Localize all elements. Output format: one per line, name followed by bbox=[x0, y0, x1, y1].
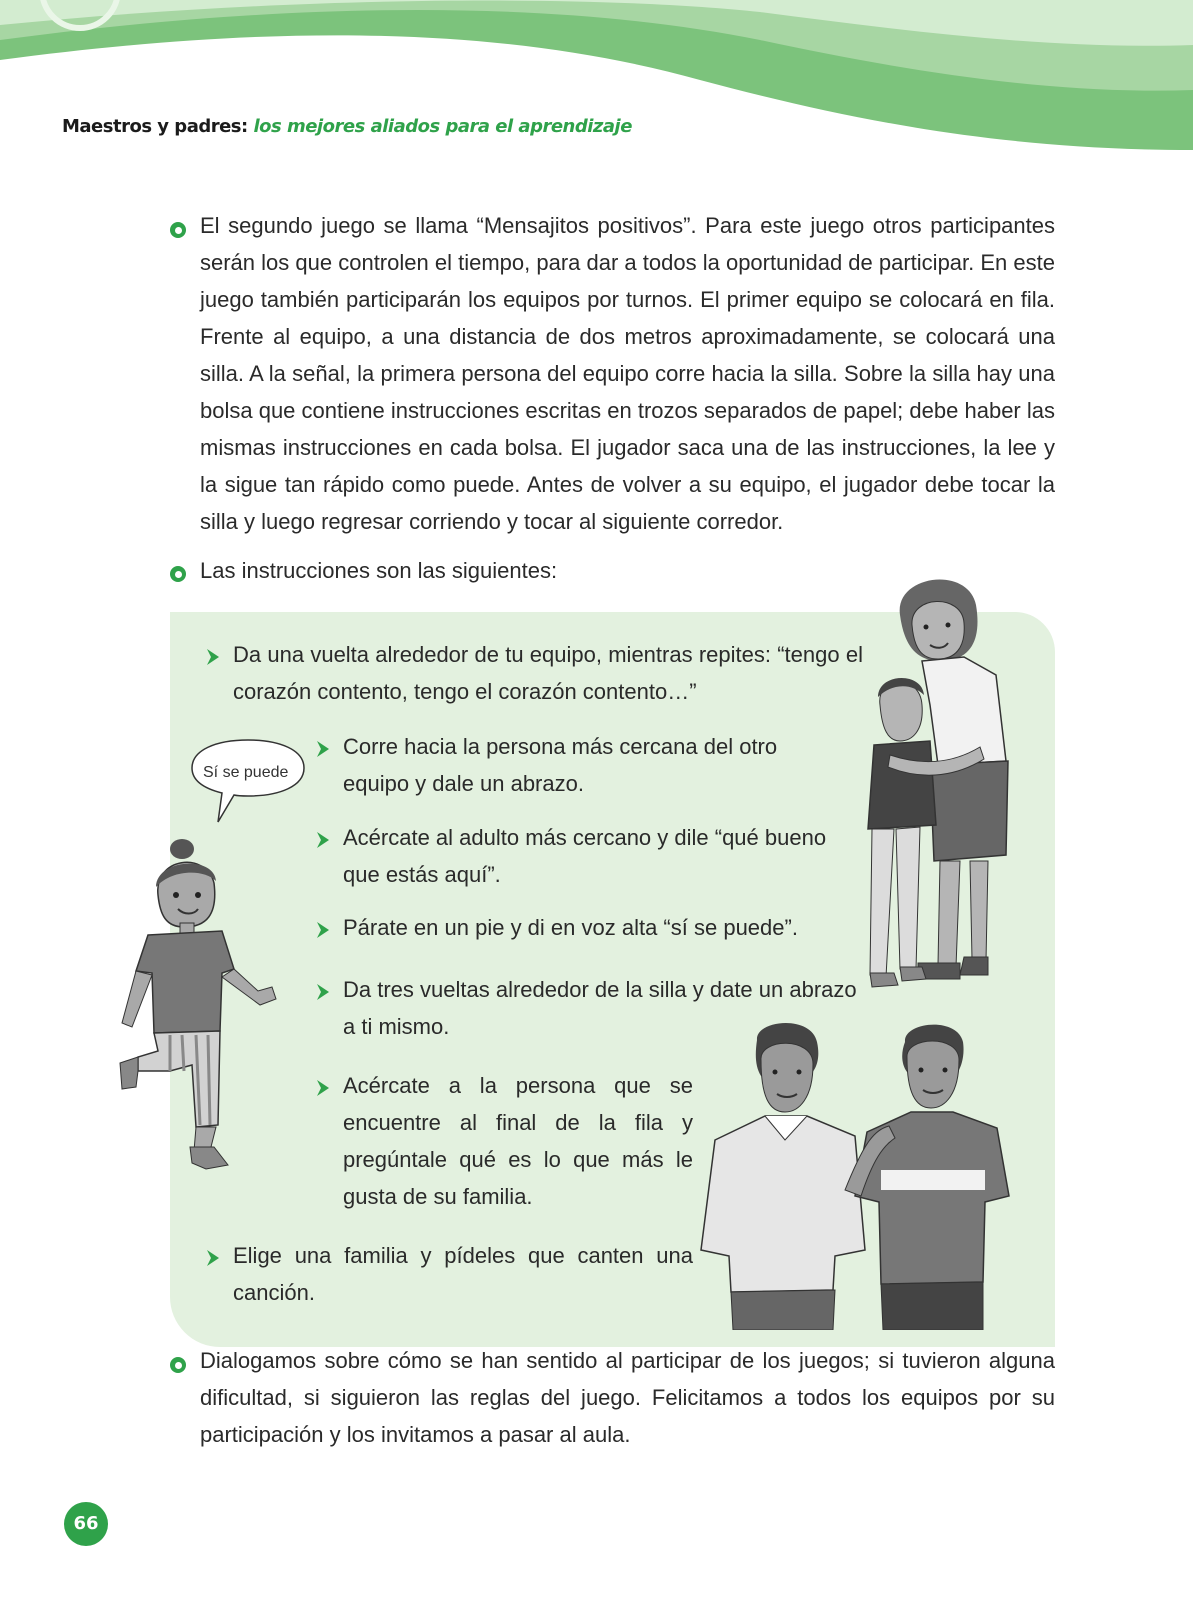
chevron-right-icon bbox=[315, 983, 331, 1001]
paragraph-instructions-intro: Las instrucciones son las siguientes: bbox=[200, 558, 558, 583]
page-number: 66 bbox=[64, 1502, 108, 1546]
instruction-item: Acércate al adulto más cercano y dile “qué bueno que estás aquí”. bbox=[343, 825, 827, 887]
chevron-right-icon bbox=[205, 1249, 221, 1267]
girl-running-illustration bbox=[110, 835, 290, 1190]
instruction-item: Párate en un pie y di en voz alta “sí se puede”. bbox=[343, 915, 798, 940]
paragraph-closing-dialogue: Dialogamos sobre cómo se han sentido al participar de los juegos; si tuvieron alguna dificultad, si siguieron las reglas del juego. Felicitamos a todos los equipos por su participación y los invitamos a pasar al aula. bbox=[200, 1348, 1055, 1447]
header-title-italic: los mejores aliados para el aprendizaje bbox=[253, 116, 632, 137]
two-men-illustration bbox=[695, 1020, 1025, 1330]
instruction-item: Da tres vueltas alrededor de la silla y date un abrazo a ti mismo. bbox=[343, 977, 857, 1039]
bullet-icon bbox=[170, 566, 186, 582]
mother-hugging-child-illustration bbox=[860, 565, 1020, 995]
speech-bubble bbox=[188, 738, 308, 828]
instruction-item: Corre hacia la persona más cercana del otro equipo y dale un abrazo. bbox=[343, 734, 778, 796]
instruction-item: Acércate a la persona que se encuentre al final de la fila y pregúntale qué es lo que más le gusta de su familia. bbox=[343, 1073, 693, 1209]
bullet-icon bbox=[170, 222, 186, 238]
bullet-icon bbox=[170, 1357, 186, 1373]
running-header bbox=[62, 116, 632, 137]
chevron-right-icon bbox=[315, 921, 331, 939]
chevron-right-icon bbox=[315, 740, 331, 758]
chevron-right-icon bbox=[315, 831, 331, 849]
instruction-item: Elige una familia y pídeles que canten una canción. bbox=[233, 1243, 693, 1305]
paragraph-game-description: El segundo juego se llama “Mensajitos positivos”. Para este juego otros participantes serán los que controlen el tiempo, para dar a todos la oportunidad de participar. En este juego también participarán los equipos por turnos. El primer equipo se colocará en fila. Frente al equipo, a una distancia de dos metros aproximadamente, se colocará una silla. A la señal, la primera persona del equipo corre hacia la silla. Sobre la silla hay una bolsa que contiene instrucciones escritas en trozos separados de papel; debe haber las mismas instrucciones en cada bolsa. El jugador saca una de las instrucciones, la lee y la sigue tan rápido como puede. Antes de volver a su equipo, el jugador debe tocar la silla y luego regresar corriendo y tocar al siguiente corredor. bbox=[200, 213, 1055, 534]
speech-bubble-text: Sí se puede bbox=[203, 764, 289, 781]
chevron-right-icon bbox=[315, 1079, 331, 1097]
instruction-item: Da una vuelta alrededor de tu equipo, mientras repites: “tengo el corazón contento, tengo el corazón contento…” bbox=[233, 642, 863, 704]
chevron-right-icon bbox=[205, 648, 221, 666]
header-title-bold: Maestros y padres: bbox=[62, 116, 248, 137]
